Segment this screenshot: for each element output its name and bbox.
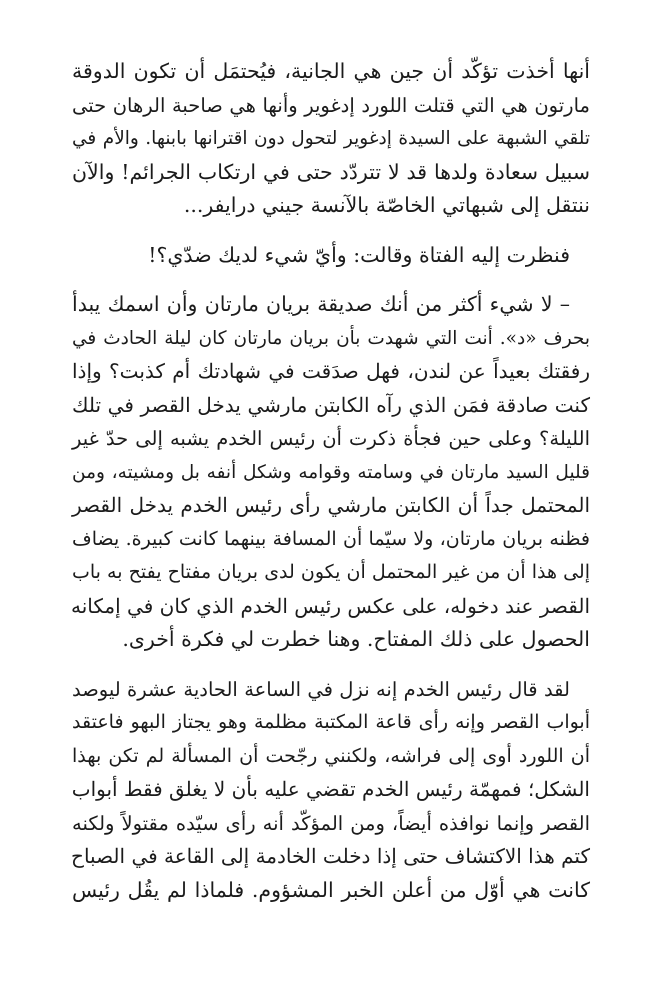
text-line: فظنه بريان مارتان، ولا سيّما أن المسافة بينهما كانت كبيرة. يضاف bbox=[72, 527, 590, 550]
text-line: تلقي الشبهة على السيدة إدغوير لتحول دون اقترانها بابنها. والأم في bbox=[72, 128, 590, 149]
text-line: كانت هي أوّل من أعلن الخبر المشؤوم. فلماذا لم يقُل رئيس bbox=[72, 877, 590, 902]
text-line: المحتمل جداً أن الكابتن مارشي رأى رئيس الخدم يدخل القصر bbox=[72, 493, 590, 517]
text-line: رفقتك بعيداً عن لندن، فهل صدَقت في شهادتك أم كذبت؟ وإذا bbox=[72, 359, 590, 383]
text-line: قليل السيد مارتان في وسامته وقوامه وشكل أنفه بل ومشيته، ومن bbox=[72, 461, 590, 483]
text-line: مارتون هي التي قتلت اللورد إدغوير وأنها هي صاحبة الرهان حتى bbox=[72, 93, 590, 117]
text-line: ننتقل إلى شبهاتي الخاصّة بالآنسة جيني درايفر... bbox=[183, 193, 590, 217]
text-line: أبواب القصر وإنه رأى قاعة المكتبة مظلمة وهو يجتاز البهو فاعتقد bbox=[72, 711, 590, 733]
text-line: كتم هذا الاكتشاف حتى إذا دخلت الخادمة إلى القاعة في الصباح bbox=[71, 844, 590, 868]
text-line: الحصول على ذلك المفتاح. وهنا خطرت لي فكرة أخرى. bbox=[122, 627, 590, 651]
paragraph-4 bbox=[72, 673, 590, 908]
text-line: الشكل؛ فمهمّة رئيس الخدم تقضي عليه بأن لا يغلق فقط أبواب bbox=[71, 777, 590, 801]
text-line: أنها أخذت تؤكّد أن جين هي الجانية، فيُحتمَل أن تكون الدوقة bbox=[72, 59, 590, 83]
text-line: كنت صادقة فمَن الذي رآه الكابتن مارشي يدخل القصر في تلك bbox=[72, 392, 590, 417]
paragraph-3 bbox=[72, 288, 590, 657]
text-line: أن اللورد أوى إلى فراشه، ولكنني رجّحت أن المسألة لم تكن بهذا bbox=[72, 744, 590, 767]
book-page bbox=[72, 55, 590, 907]
text-line: القصر عند دخوله، على عكس رئيس الخدم الذي كان في إمكانه bbox=[71, 593, 590, 618]
paragraph-2 bbox=[72, 239, 590, 273]
text-line: القصر وإنما نوافذه أيضاً، ومن المؤكّد أنه رأى سيّده مقتولاً ولكنه bbox=[72, 811, 590, 835]
text-line: بحرف «د». أنت التي شهدت بأن بريان مارتان كان ليلة الحادث في bbox=[72, 327, 590, 349]
text-line: – لا شيء أكثر من أنك صديقة بريان مارتان وأن اسمك يبدأ bbox=[72, 292, 570, 316]
text-line: الليلة؟ وعلى حين فجأة ذكرت أن رئيس الخدم يشبه إلى حدّ غير bbox=[72, 427, 590, 450]
text-line: لقد قال رئيس الخدم إنه نزل في الساعة الحادية عشرة ليوصد bbox=[72, 677, 570, 701]
text-line: إلى هذا أن من غير المحتمل أن يكون لدى بريان مفتاح يفتح به باب bbox=[72, 561, 590, 583]
paragraph-1 bbox=[72, 55, 590, 223]
text-line: سبيل سعادة ولدها قد لا تتردّد حتى في ارتكاب الجرائم! والآن bbox=[72, 159, 590, 184]
text-line: فنظرت إليه الفتاة وقالت: وأيّ شيء لديك ضدّي؟! bbox=[148, 242, 570, 267]
